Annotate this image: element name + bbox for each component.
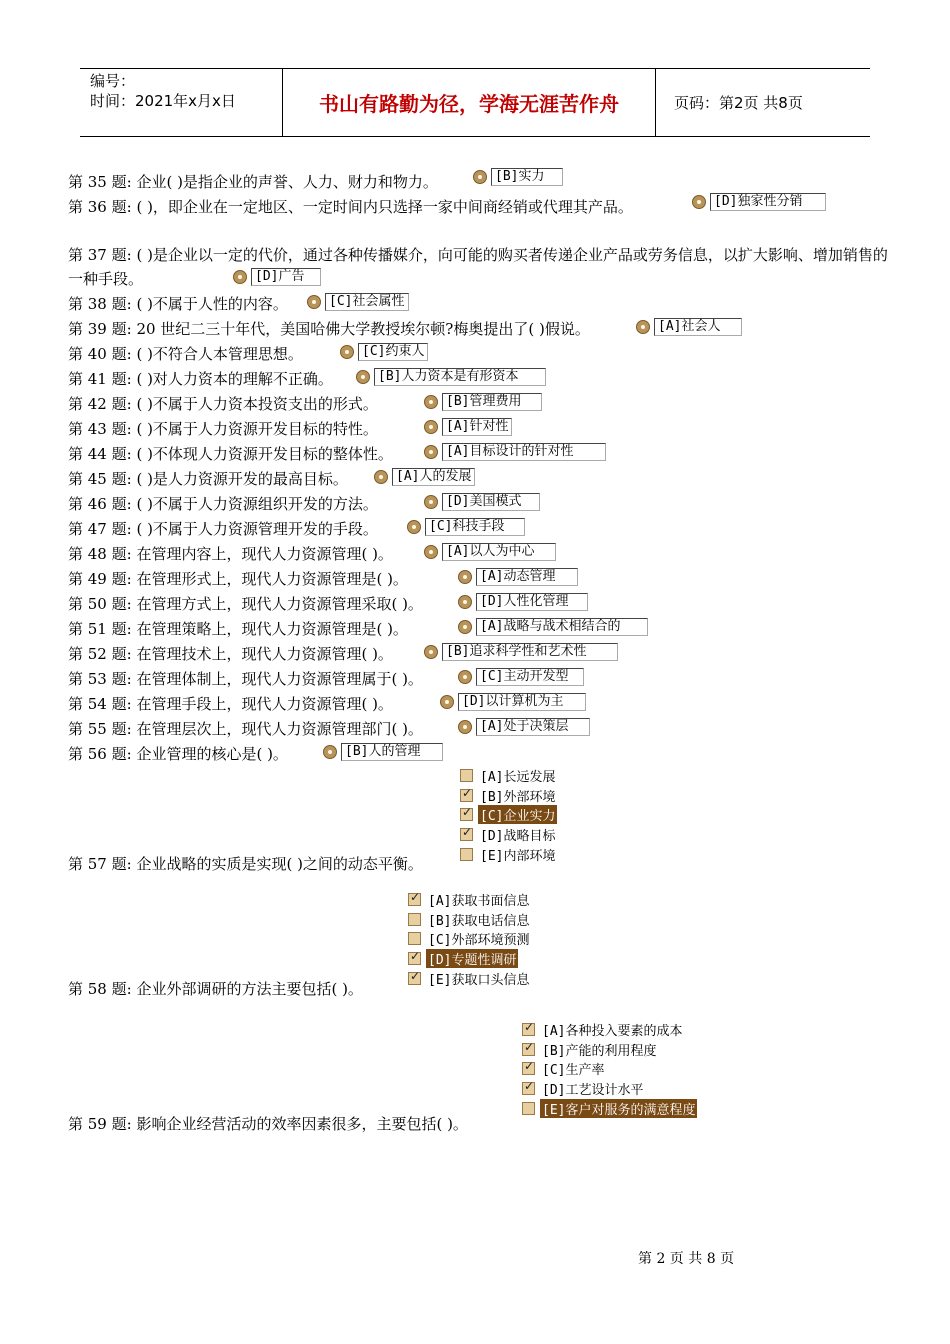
option-item[interactable]	[460, 766, 557, 786]
answer-box: [B]人力资本是有形资本	[374, 368, 546, 386]
checkbox-icon[interactable]	[408, 913, 421, 926]
answer-box: [C]约束人	[358, 343, 428, 361]
option-item[interactable]	[408, 890, 531, 910]
option-item[interactable]	[522, 1098, 697, 1118]
header-page-info	[664, 69, 870, 136]
question-text: 第 58 题: 企业外部调研的方法主要包括( )。	[68, 980, 363, 998]
answer-box: [B]人的管理	[341, 743, 443, 761]
answer	[424, 443, 606, 461]
option-list	[460, 766, 557, 864]
question-text: 第 45 题: ( )是人力资源开发的最高目标。	[68, 470, 348, 488]
page-header	[80, 68, 870, 137]
answer-box: [A]社会人	[654, 318, 742, 336]
checkbox-checked-icon[interactable]	[408, 952, 421, 965]
question-text: 第 44 题: ( )不体现人力资源开发目标的整体性。	[68, 445, 393, 463]
answer-box: [D]广告	[251, 268, 321, 286]
question-text: 第 52 题: 在管理技术上，现代人力资源管理( )。	[68, 645, 393, 663]
radio-icon[interactable]	[424, 420, 438, 434]
answer-box: [A]处于决策层	[476, 718, 590, 736]
option-label: [D]专题性调研	[426, 949, 518, 968]
answer	[424, 493, 540, 511]
answer-box: [D]独家性分销	[710, 193, 826, 211]
question-text: 第 48 题: 在管理内容上，现代人力资源管理( )。	[68, 545, 393, 563]
answer	[692, 193, 826, 211]
checkbox-icon[interactable]	[460, 769, 473, 782]
checkbox-icon[interactable]	[460, 848, 473, 861]
answer-box: [A]动态管理	[476, 568, 578, 586]
checkbox-icon[interactable]	[408, 932, 421, 945]
answer	[473, 168, 563, 186]
answer	[374, 468, 475, 486]
option-label: [C]生产率	[542, 1063, 605, 1079]
option-label: [A]各种投入要素的成本	[542, 1024, 683, 1040]
radio-icon[interactable]	[356, 370, 370, 384]
answer-box: [D]人性化管理	[476, 593, 588, 611]
checkbox-checked-icon[interactable]	[460, 808, 473, 821]
option-label: [C]外部环境预测	[428, 933, 530, 949]
checkbox-checked-icon[interactable]	[460, 828, 473, 841]
option-list	[408, 890, 531, 988]
radio-icon[interactable]	[233, 270, 247, 284]
option-label: [E]客户对服务的满意程度	[540, 1099, 697, 1118]
radio-icon[interactable]	[323, 745, 337, 759]
option-label: [C]企业实力	[478, 805, 557, 824]
option-item[interactable]	[408, 968, 531, 988]
question-text: 第 46 题: ( )不属于人力资源组织开发的方法。	[68, 495, 378, 513]
option-label: [A]获取书面信息	[428, 894, 530, 910]
radio-icon[interactable]	[340, 345, 354, 359]
question-text: 第 42 题: ( )不属于人力资本投资支出的形式。	[68, 395, 378, 413]
radio-icon[interactable]	[424, 395, 438, 409]
checkbox-checked-icon[interactable]	[522, 1082, 535, 1095]
question-text: 第 57 题: 企业战略的实质是实现( )之间的动态平衡。	[68, 855, 423, 873]
radio-icon[interactable]	[458, 595, 472, 609]
checkbox-checked-icon[interactable]	[522, 1043, 535, 1056]
number-label: 编号：	[90, 72, 136, 90]
option-label: [E]内部环境	[480, 848, 556, 864]
answer	[636, 318, 742, 336]
question-text: 第 40 题: ( )不符合人本管理思想。	[68, 345, 303, 363]
question-text: 第 50 题: 在管理方式上，现代人力资源管理采取( )。	[68, 595, 423, 613]
answer	[233, 268, 321, 286]
answer-box: [C]科技手段	[425, 518, 525, 536]
answer-box: [D]美国模式	[442, 493, 540, 511]
radio-icon[interactable]	[424, 445, 438, 459]
answer	[424, 418, 512, 436]
option-item[interactable]	[408, 949, 531, 969]
checkbox-icon[interactable]	[522, 1102, 535, 1115]
checkbox-checked-icon[interactable]	[460, 789, 473, 802]
header-motto: 书山有路勤为径，学海无涯苦作舟	[282, 69, 656, 136]
answer	[458, 718, 590, 736]
checkbox-checked-icon[interactable]	[522, 1062, 535, 1075]
checkbox-checked-icon[interactable]	[408, 972, 421, 985]
answer	[407, 518, 525, 536]
answer	[458, 668, 584, 686]
option-item[interactable]	[460, 786, 557, 806]
radio-icon[interactable]	[636, 320, 650, 334]
question-text: 第 36 题: ( )，即企业在一定地区、一定时间内只选择一家中间商经销或代理其产品。	[68, 198, 633, 216]
option-item[interactable]	[460, 844, 557, 864]
radio-icon[interactable]	[440, 695, 454, 709]
question-text: 第 35 题: 企业( )是指企业的声誉、人力、财力和物力。	[68, 173, 438, 191]
question-text: 第 38 题: ( )不属于人性的内容。	[68, 295, 288, 313]
radio-icon[interactable]	[458, 670, 472, 684]
question-text: 第 53 题: 在管理体制上，现代人力资源管理属于( )。	[68, 670, 423, 688]
radio-icon[interactable]	[307, 295, 321, 309]
question-text: 第 47 题: ( )不属于人力资源管理开发的手段。	[68, 520, 378, 538]
answer	[323, 743, 443, 761]
option-item[interactable]	[408, 929, 531, 949]
option-item[interactable]	[460, 825, 557, 845]
question-text: 第 56 题: 企业管理的核心是( )。	[68, 745, 288, 763]
answer-box: [C]社会属性	[325, 293, 409, 311]
radio-icon[interactable]	[424, 545, 438, 559]
answer-box: [A]目标设计的针对性	[442, 443, 606, 461]
radio-icon[interactable]	[424, 495, 438, 509]
radio-icon[interactable]	[424, 645, 438, 659]
answer	[307, 293, 409, 311]
option-label: [B]产能的利用程度	[542, 1043, 657, 1059]
question-text: 第 37 题: ( )是企业以一定的代价，通过各种传播媒介，向可能的购买者传递企业产品或劳务信息，以扩大影响、增加销售的一种手段。	[68, 246, 888, 288]
answer-box: [B]追求科学性和艺术性	[442, 643, 618, 661]
answer	[424, 643, 618, 661]
question-text: 第 49 题: 在管理形式上，现代人力资源管理是( )。	[68, 570, 408, 588]
question-text: 第 54 题: 在管理手段上，现代人力资源管理( )。	[68, 695, 393, 713]
page-info-text: 页码：第2页 共8页	[674, 94, 803, 112]
question-text: 第 51 题: 在管理策略上，现代人力资源管理是( )。	[68, 620, 408, 638]
option-list	[522, 1020, 697, 1118]
option-label: [B]获取电话信息	[428, 913, 530, 929]
question-text: 第 59 题: 影响企业经营活动的效率因素很多，主要包括( )。	[68, 1115, 468, 1133]
answer-box: [B]实力	[491, 168, 563, 186]
option-item[interactable]	[522, 1040, 697, 1060]
answer-box: [B]管理费用	[442, 393, 542, 411]
answer	[458, 593, 588, 611]
checkbox-checked-icon[interactable]	[408, 893, 421, 906]
answer	[440, 693, 586, 711]
answer-box: [A]以人为中心	[442, 543, 556, 561]
option-label: [E]获取口头信息	[428, 972, 530, 988]
option-label: [A]长远发展	[480, 770, 556, 786]
answer	[340, 343, 428, 361]
question-text: 第 43 题: ( )不属于人力资源开发目标的特性。	[68, 420, 378, 438]
radio-icon[interactable]	[374, 470, 388, 484]
question-text: 第 41 题: ( )对人力资本的理解不正确。	[68, 370, 333, 388]
radio-icon[interactable]	[458, 620, 472, 634]
answer-box: [A]战略与战术相结合的	[476, 618, 648, 636]
radio-icon[interactable]	[458, 720, 472, 734]
option-item[interactable]	[522, 1020, 697, 1040]
answer	[424, 543, 556, 561]
option-item[interactable]	[522, 1079, 697, 1099]
answer-box: [D]以计算机为主	[458, 693, 586, 711]
answer-box: [C]主动开发型	[476, 668, 584, 686]
header-meta	[80, 69, 280, 136]
option-label: [D]工艺设计水平	[542, 1083, 644, 1099]
answer-box: [A]针对性	[442, 418, 512, 436]
radio-icon[interactable]	[458, 570, 472, 584]
time-label: 时间：2021年x月x日	[90, 92, 236, 110]
checkbox-checked-icon[interactable]	[522, 1023, 535, 1036]
radio-icon[interactable]	[473, 170, 487, 184]
answer	[424, 393, 542, 411]
question-text: 第 39 题: 20 世纪二三十年代，美国哈佛大学教授埃尔顿?梅奥提出了( )假说。	[68, 320, 590, 338]
answer	[458, 568, 578, 586]
radio-icon[interactable]	[692, 195, 706, 209]
question-text: 第 55 题: 在管理层次上，现代人力资源管理部门( )。	[68, 720, 423, 738]
answer-box: [A]人的发展	[392, 468, 475, 486]
option-label: [B]外部环境	[480, 789, 556, 805]
answer	[356, 368, 546, 386]
option-item[interactable]	[408, 910, 531, 930]
option-item[interactable]	[460, 805, 557, 825]
option-label: [D]战略目标	[480, 829, 556, 845]
page-footer: 第 2 页 共 8 页	[638, 1251, 735, 1267]
answer	[458, 618, 648, 636]
option-item[interactable]	[522, 1059, 697, 1079]
radio-icon[interactable]	[407, 520, 421, 534]
